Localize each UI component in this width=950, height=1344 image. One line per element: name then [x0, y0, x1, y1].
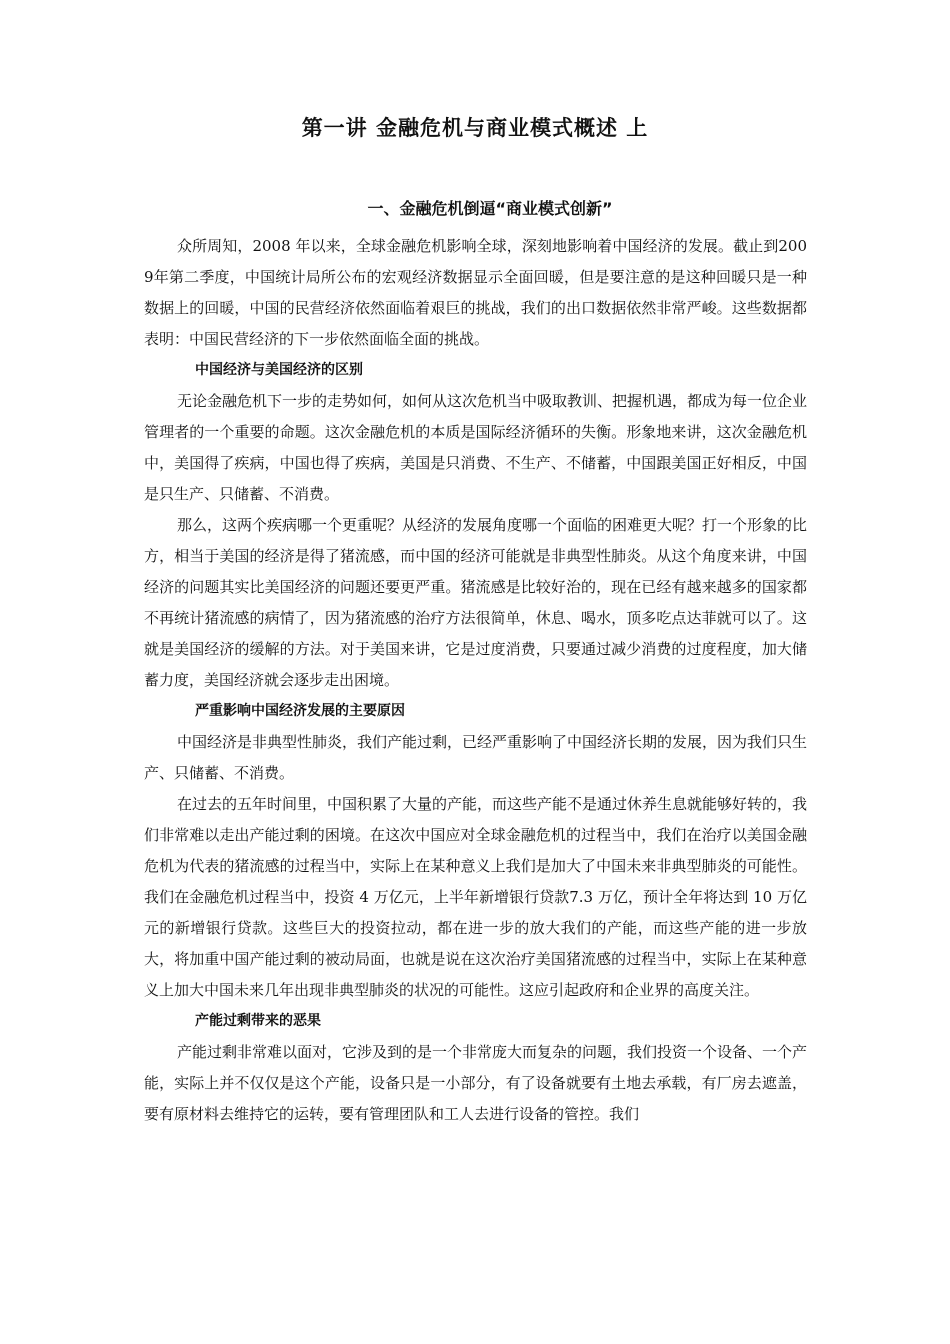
paragraph: 中国经济是非典型性肺炎，我们产能过剩，已经严重影响了中国经济长期的发展，因为我们只生产、只储蓄、不消费。 [144, 733, 808, 782]
sub-heading: 严重影响中国经济发展的主要原因 [195, 703, 405, 719]
sub-heading: 中国经济与美国经济的区别 [195, 362, 363, 378]
document-title: 第一讲 金融危机与商业模式概述 上 [301, 116, 649, 140]
paragraph: 无论金融危机下一步的走势如何，如何从这次危机当中吸取教训、把握机遇，都成为每一位企业管理者的一个重要的命题。这次金融危机的本质是国际经济循环的失衡。形象地来讲，这次金融危机中，美国得了疾病，中国也得了疾病，美国是只消费、不生产、不储蓄，中国跟美国正好相反，中国是只生产、只储蓄、不消费。 [144, 392, 808, 503]
paragraph: 众所周知，2008 年以来，全球金融危机影响全球，深刻地影响着中国经济的发展。截止到2009年第二季度，中国统计局所公布的宏观经济数据显示全面回暖，但是要注意的是这种回暖只是一种数据上的回暖，中国的民营经济依然面临着艰巨的挑战，我们的出口数据依然非常严峻。这些数据都表明：中国民营经济的下一步依然面临全面的挑战。 [144, 237, 807, 348]
paragraph: 在过去的五年时间里，中国积累了大量的产能，而这些产能不是通过休养生息就能够好转的，我们非常难以走出产能过剩的困境。在这次中国应对全球金融危机的过程当中，我们在治疗以美国金融危机为代表的猪流感的过程当中，实际上在某种意义上我们是加大了中国未来非典型肺炎的可能性。我们在金融危机过程当中，投资 4 万亿元，上半年新增银行贷款7.3 万亿，预计全年将达到 10 万亿元的新增银行贷款。这些巨大的投资拉动，都在进一步的放大我们的产能，而这些产能的进一步放大，将加重中国产能过剩的被动局面，也就是说在这次治疗美国猪流感的过程当中，实际上在某种意义上加大中国未来几年出现非典型肺炎的状况的可能性。这应引起政府和企业界的高度关注。 [144, 795, 808, 999]
sub-heading: 产能过剩带来的恶果 [195, 1013, 321, 1029]
document-body [144, 231, 807, 1130]
paragraph: 那么，这两个疾病哪一个更重呢？从经济的发展角度哪一个面临的困难更大呢？打一个形象的比方，相当于美国的经济是得了猪流感，而中国的经济可能就是非典型性肺炎。从这个角度来讲，中国经济的问题其实比美国经济的问题还要更严重。猪流感是比较好治的，现在已经有越来越多的国家都不再统计猪流感的病情了，因为猪流感的治疗方法很简单，休息、喝水，顶多吃点达菲就可以了。这就是美国经济的缓解的方法。对于美国来讲，它是过度消费，只要通过减少消费的过度程度，加大储蓄力度，美国经济就会逐步走出困境。 [144, 516, 808, 689]
section-title: 一、金融危机倒逼“商业模式创新” [367, 199, 613, 218]
paragraph: 产能过剩非常难以面对，它涉及到的是一个非常庞大而复杂的问题，我们投资一个设备、一个产能，实际上并不仅仅是这个产能，设备只是一小部分，有了设备就要有土地去承载，有厂房去遮盖，要有原材料去维持它的运转，要有管理团队和工人去进行设备的管控。我们 [144, 1043, 808, 1123]
